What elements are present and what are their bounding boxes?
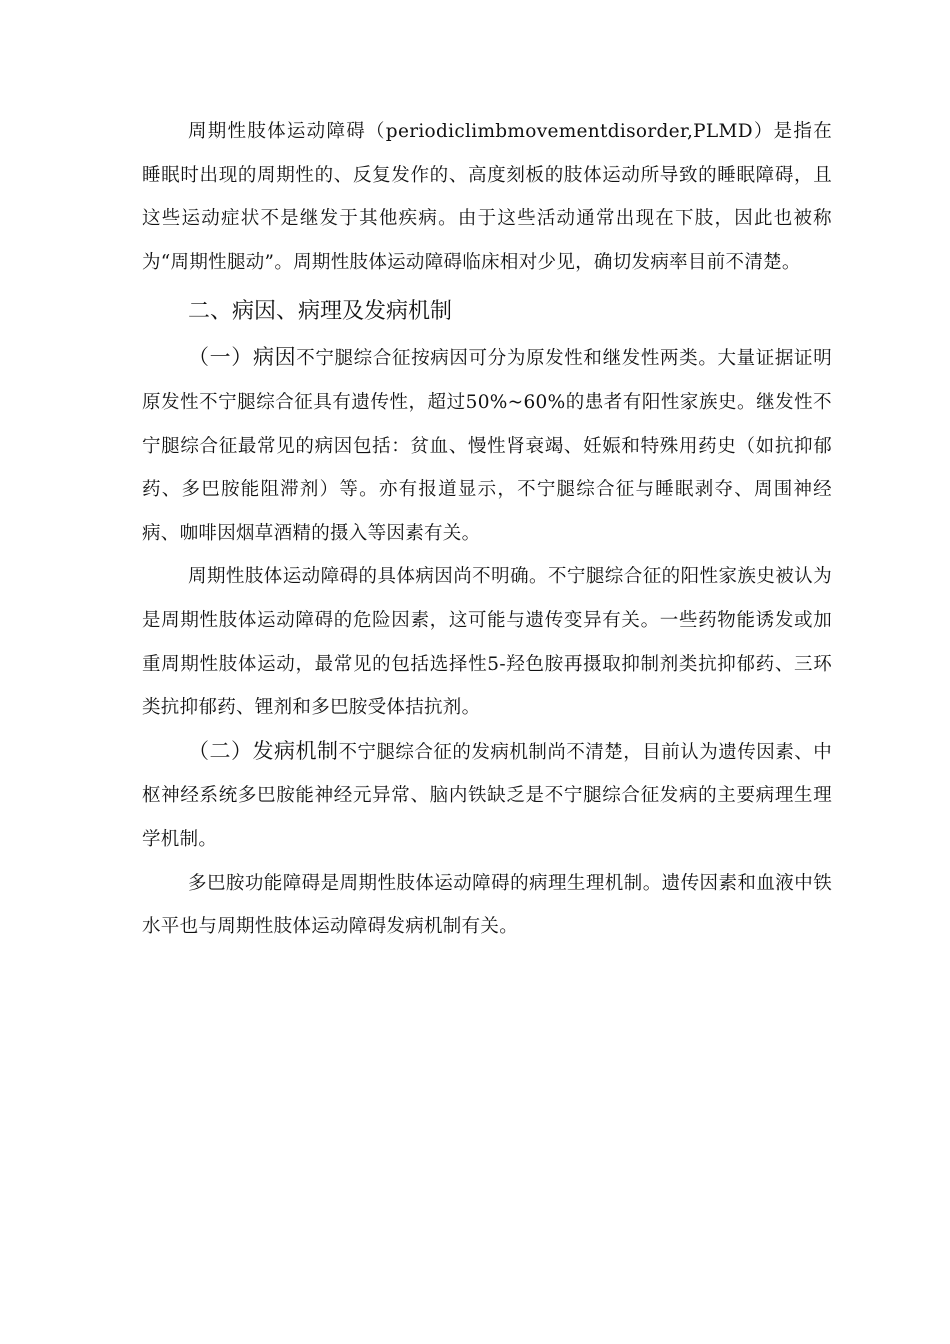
paragraph-plmd-definition: 周期性肢体运动障碍（periodiclimbmovementdisorder,PLMD）是指在睡眠时出现的周期性的、反复发作的、高度刻板的肢体运动所导致的睡眠障碍，且这些运动症状不是继发于其他疾病。由于这些活动通常出现在下肢，因此也被称为“周期性腿动”。周期性肢体运动障碍临床相对少见，确切发病率目前不清楚。 — [142, 121, 832, 273]
pathogenesis-text: 不宁腿综合征的发病机制尚不清楚，目前认为遗传因素、中枢神经系统多巴胺能神经元异常、脑内铁缺乏是不宁腿综合征发病的主要病理生理学机制。 — [142, 741, 832, 850]
subsection-heading-pathogenesis: （二）发病机制 — [188, 738, 339, 763]
paragraph-pathogenesis — [142, 730, 832, 862]
etiology-text: 不宁腿综合征按病因可分为原发性和继发性两类。大量证据证明原发性不宁腿综合征具有遗传性，超过50%~60%的患者有阳性家族史。继发性不宁腿综合征最常见的病因包括：贫血、慢性肾衰竭、妊娠和特殊用药史（如抗抑郁药、多巴胺能阻滞剂）等。亦有报道显示，不宁腿综合征与睡眠剥夺、周围神经病、咖啡因烟草酒精的摄入等因素有关。 — [142, 348, 832, 544]
paragraph-plmd-etiology: 周期性肢体运动障碍的具体病因尚不明确。不宁腿综合征的阳性家族史被认为是周期性肢体运动障碍的危险因素，这可能与遗传变异有关。一些药物能诱发或加重周期性肢体运动，最常见的包括选择性5-羟色胺再摄取抑制剂类抗抑郁药、三环类抗抑郁药、锂剂和多巴胺受体拮抗剂。 — [142, 566, 832, 719]
document-body — [142, 110, 832, 949]
subsection-heading-etiology: （一）病因 — [188, 345, 297, 370]
section-heading: 二、病因、病理及发病机制 — [188, 299, 453, 325]
paragraph-etiology — [142, 336, 832, 555]
paragraph-plmd-pathogenesis: 多巴胺功能障碍是周期性肢体运动障碍的病理生理机制。遗传因素和血液中铁水平也与周期性肢体运动障碍发病机制有关。 — [142, 872, 832, 938]
